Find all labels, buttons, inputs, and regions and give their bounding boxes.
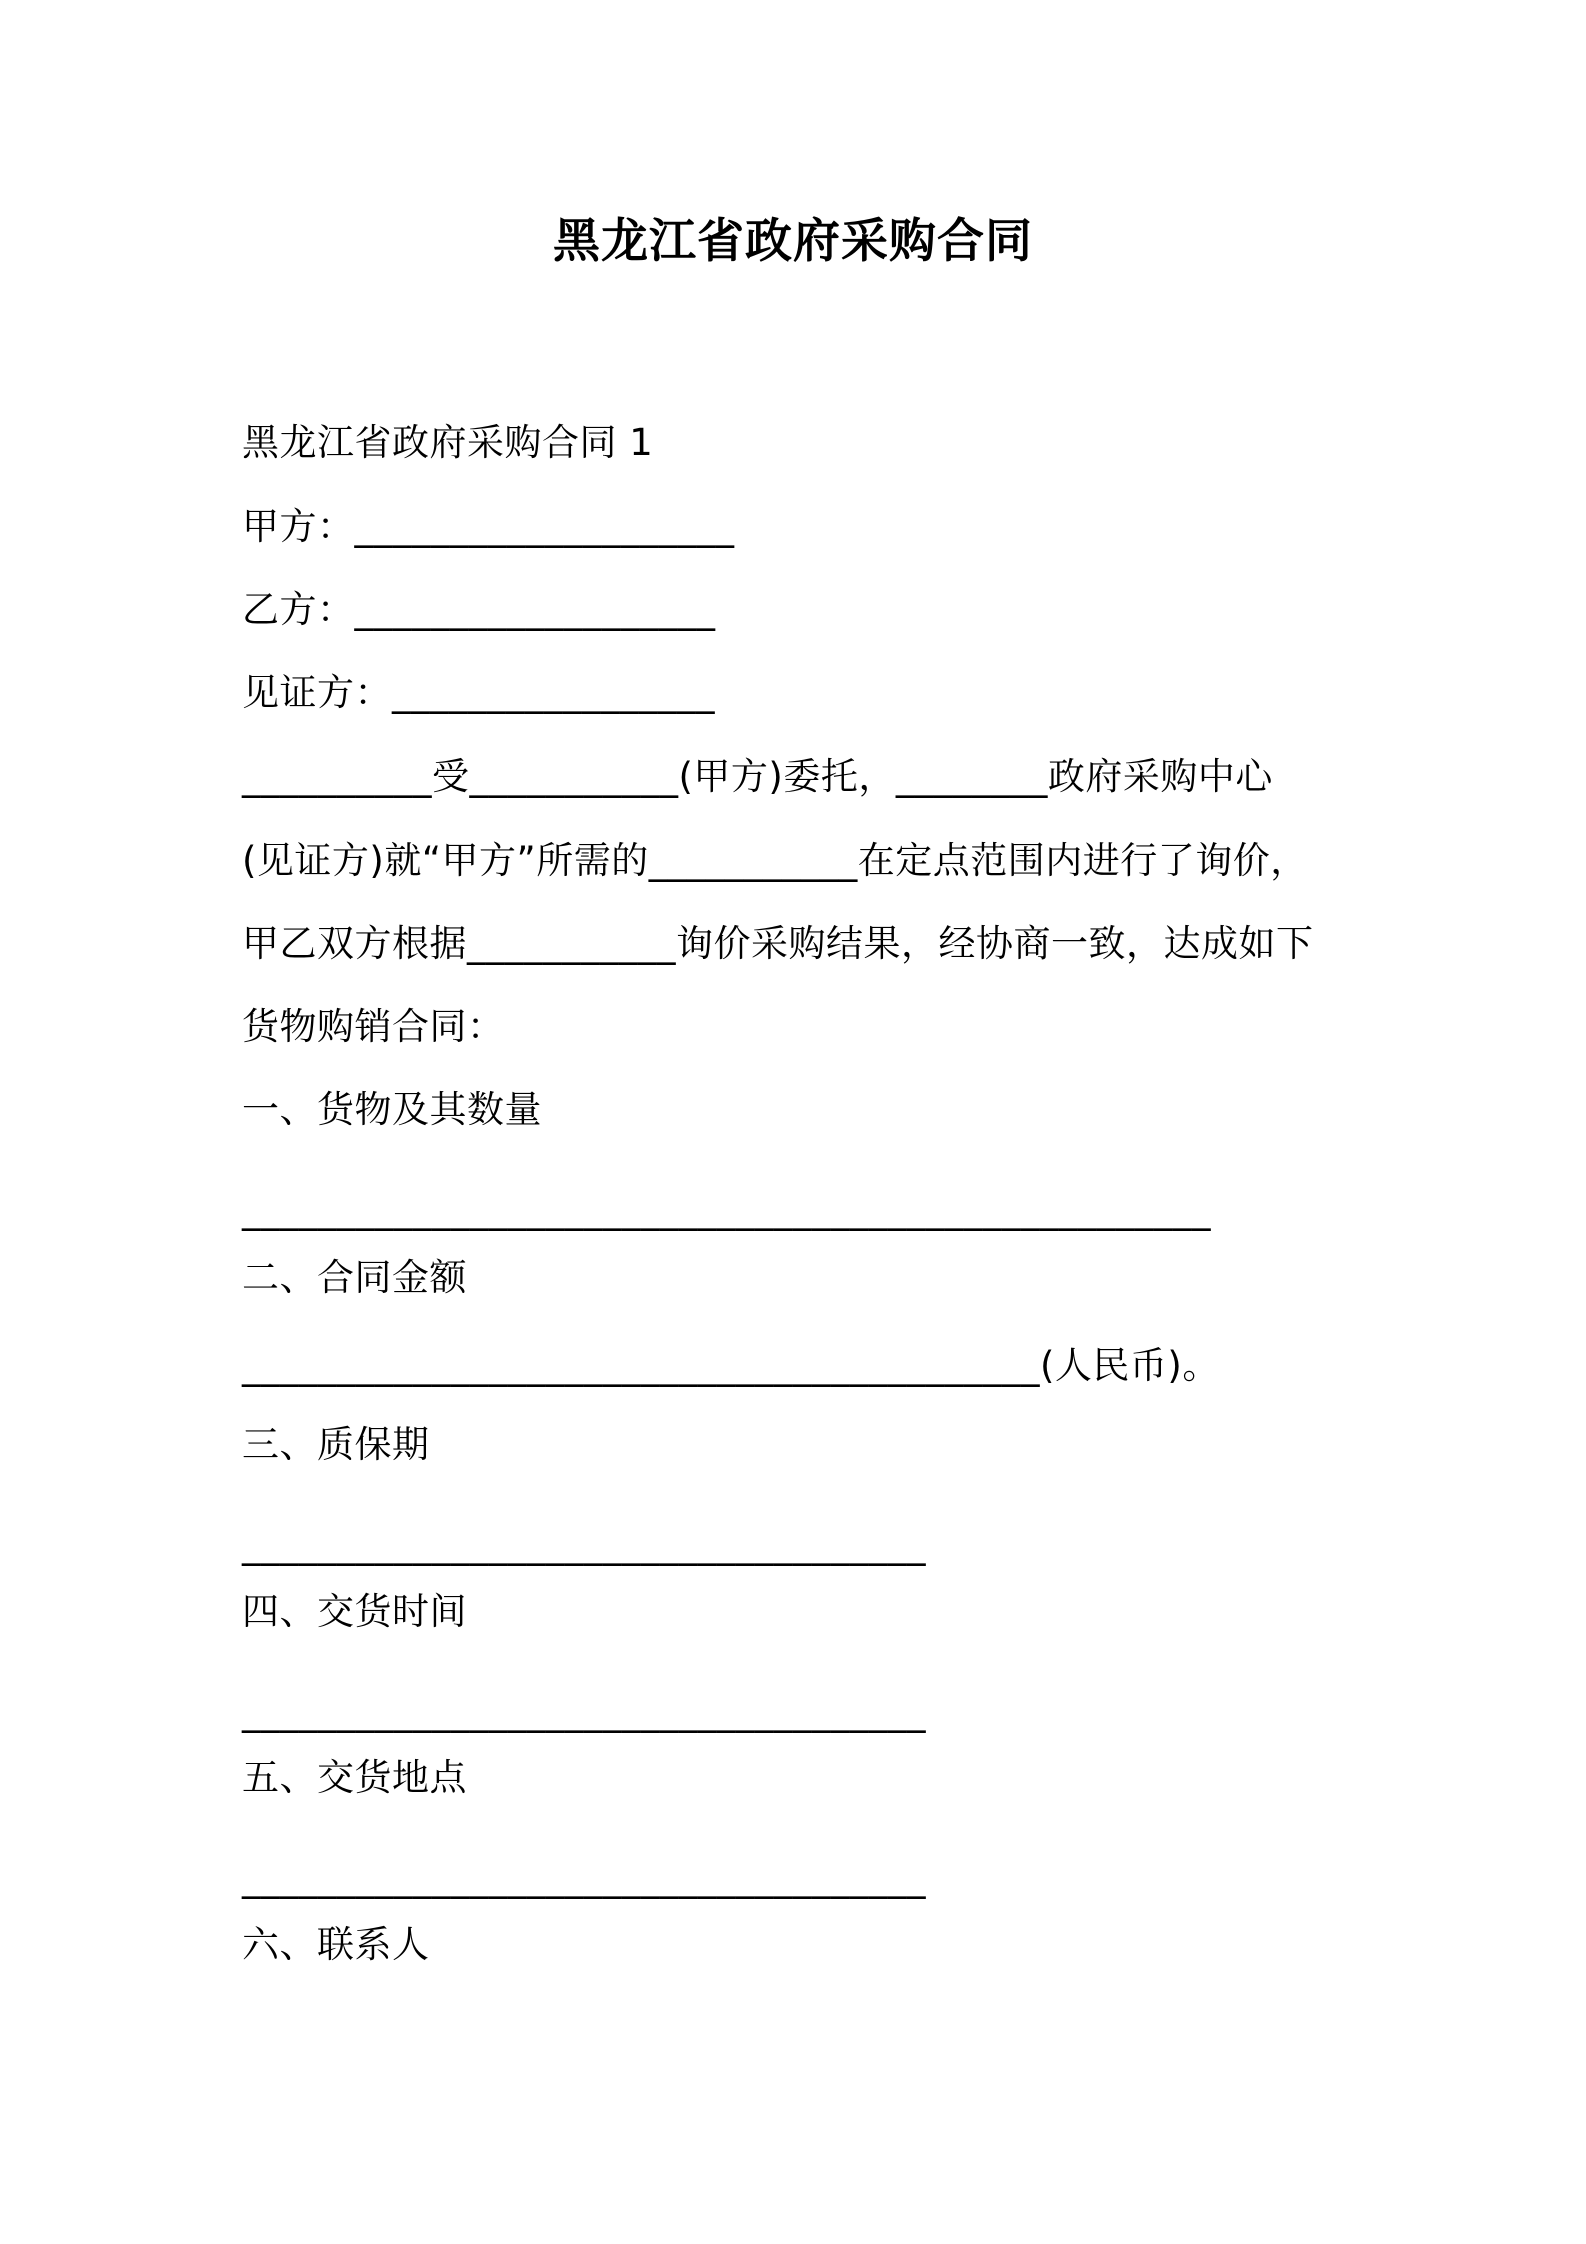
party-b-line: 乙方：___________________ [242, 588, 716, 631]
section-blank-warranty: ____________________________________ [242, 1523, 926, 1566]
paragraph-line: 甲乙双方根据___________询价采购结果，经协商一致，达成如下 [242, 922, 1314, 965]
section-heading-delivery-place: 五、交货地点 [242, 1756, 467, 1799]
section-heading-contact: 六、联系人 [242, 1923, 430, 1966]
paragraph-line: __________受___________(甲方)委托，________政府采购中心 [242, 755, 1273, 798]
section-heading-amount: 二、合同金额 [242, 1256, 467, 1299]
section-blank-goods: ___________________________________________________ [242, 1188, 1211, 1231]
section-blank-delivery-place: ____________________________________ [242, 1856, 926, 1899]
witness-line: 见证方：_________________ [242, 671, 715, 714]
document-title: 黑龙江省政府采购合同 [553, 214, 1033, 269]
section-heading-delivery-time: 四、交货时间 [242, 1590, 467, 1633]
paragraph-line: 货物购销合同： [242, 1005, 505, 1048]
section-blank-amount: __________________________________________(人民币)。 [242, 1344, 1220, 1387]
paragraph-line: (见证方)就“甲方”所需的___________在定点范围内进行了询价， [242, 839, 1308, 882]
section-blank-delivery-time: ____________________________________ [242, 1690, 926, 1733]
section-heading-warranty: 三、质保期 [242, 1423, 430, 1466]
party-a-line: 甲方：____________________ [242, 505, 735, 548]
contract-subtitle: 黑龙江省政府采购合同 1 [242, 421, 654, 464]
section-heading-goods: 一、货物及其数量 [242, 1088, 542, 1131]
